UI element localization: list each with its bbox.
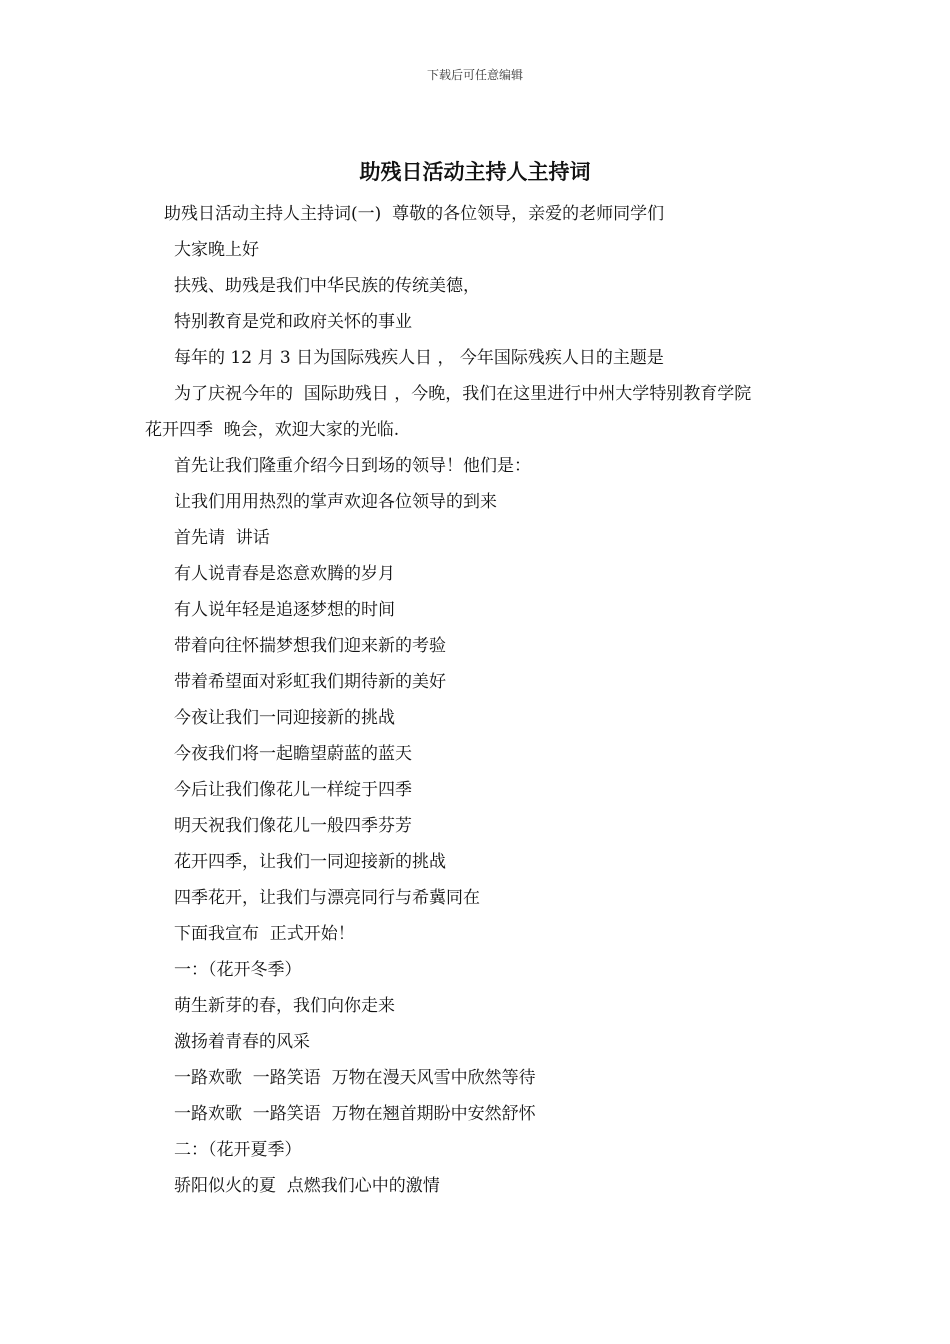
document-body <box>145 196 815 1204</box>
paragraph: 二：（花开夏季） <box>174 1140 302 1160</box>
paragraph: 首先让我们隆重介绍今日到场的领导！他们是： <box>174 456 531 476</box>
paragraph: 一路欢歌 一路笑语 万物在漫天风雪中欣然等待 <box>174 1068 536 1088</box>
paragraph: 为了庆祝今年的 国际助残日 ，今晚，我们在这里进行中州大学特别教育学院 <box>174 384 752 404</box>
paragraph: 四季花开，让我们与漂亮同行与希冀同在 <box>174 888 480 908</box>
paragraph: 今夜我们将一起瞻望蔚蓝的蓝天 <box>174 744 412 764</box>
paragraph: 一路欢歌 一路笑语 万物在翘首期盼中安然舒怀 <box>174 1104 536 1124</box>
paragraph: 花开四季 晚会，欢迎大家的光临. <box>145 420 400 440</box>
paragraph: 下面我宣布 正式开始！ <box>174 924 355 944</box>
page-header-note: 下载后可任意编辑 <box>426 68 523 82</box>
paragraph: 一：（花开冬季） <box>174 960 302 980</box>
paragraph: 让我们用用热烈的掌声欢迎各位领导的到来 <box>174 492 497 512</box>
paragraph: 助残日活动主持人主持词(一) 尊敬的各位领导，亲爱的老师同学们 <box>164 204 665 224</box>
paragraph: 带着希望面对彩虹我们期待新的美好 <box>174 672 446 692</box>
document-title: 助残日活动主持人主持词 <box>359 159 591 184</box>
paragraph: 带着向往怀揣梦想我们迎来新的考验 <box>174 636 446 656</box>
paragraph: 扶残、助残是我们中华民族的传统美德， <box>174 276 480 296</box>
paragraph: 激扬着青春的风采 <box>174 1032 310 1052</box>
paragraph: 大家晚上好 <box>174 240 259 260</box>
paragraph: 骄阳似火的夏 点燃我们心中的激情 <box>174 1176 440 1196</box>
paragraph: 有人说青春是恣意欢腾的岁月 <box>174 564 395 584</box>
paragraph: 今后让我们像花儿一样绽于四季 <box>174 780 412 800</box>
paragraph: 首先请 讲话 <box>174 528 270 548</box>
paragraph: 今夜让我们一同迎接新的挑战 <box>174 708 395 728</box>
paragraph: 有人说年轻是追逐梦想的时间 <box>174 600 395 620</box>
paragraph: 花开四季，让我们一同迎接新的挑战 <box>174 852 446 872</box>
paragraph: 萌生新芽的春，我们向你走来 <box>174 996 395 1016</box>
paragraph: 特别教育是党和政府关怀的事业 <box>174 312 412 332</box>
paragraph: 每年的 12 月 3 日为国际残疾人日 ， 今年国际残疾人日的主题是 <box>174 348 664 368</box>
paragraph: 明天祝我们像花儿一般四季芬芳 <box>174 816 412 836</box>
